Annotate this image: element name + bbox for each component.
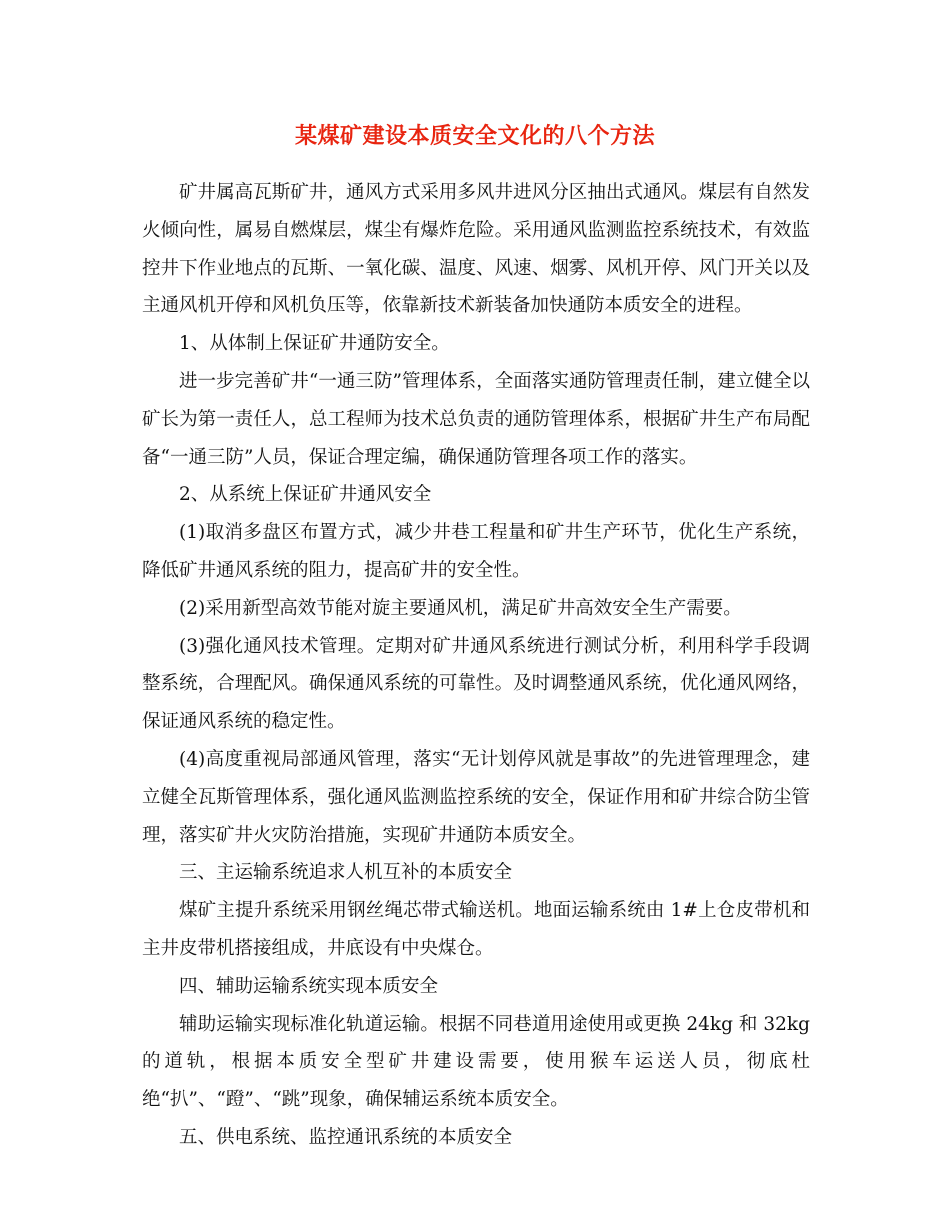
section-heading-1: 1、从体制上保证矿井通防安全。 xyxy=(179,333,450,355)
paragraph-system: 进一步完善矿井“一通三防”管理体系，全面落实通防管理责任制，建立健全以矿长为第一责任人，总工程师为技术总负责的通防管理体系，根据矿井生产布局配备“一通三防”人员，保证合理定编，确保通防管理各项工作的落实。 xyxy=(142,370,810,468)
section-heading-3: 三、主运输系统追求人机互补的本质安全 xyxy=(179,862,513,884)
list-item-3: (3)强化通风技术管理。定期对矿井通风系统进行测试分析，利用科学手段调整系统，合理配风。确保通风系统的可靠性。及时调整通风系统，优化通风网络，保证通风系统的稳定性。 xyxy=(142,635,810,733)
list-item-2: (2)采用新型高效节能对旋主要通风机，满足矿井高效安全生产需要。 xyxy=(179,597,742,619)
section-heading-5: 五、供电系统、监控通讯系统的本质安全 xyxy=(179,1126,513,1148)
document-body xyxy=(142,174,810,1157)
paragraph-auxiliary: 辅助运输实现标准化轨道运输。根据不同巷道用途使用或更换 24kg 和 32kg 的道轨，根据本质安全型矿井建设需要，使用猴车运送人员，彻底杜绝“扒”、“蹬”、“跳”现象，确保辅运系统本质安全。 xyxy=(142,1013,810,1111)
section-heading-2: 2、从系统上保证矿井通风安全 xyxy=(179,484,432,506)
paragraph-transport: 煤矿主提升系统采用钢丝绳芯带式输送机。地面运输系统由 1#上仓皮带机和主井皮带机搭接组成，井底设有中央煤仓。 xyxy=(142,900,810,959)
list-item-4: (4)高度重视局部通风管理，落实“无计划停风就是事故”的先进管理理念，建立健全瓦斯管理体系，强化通风监测监控系统的安全，保证作用和矿井综合防尘管理，落实矿井火灾防治措施，实现矿井通防本质安全。 xyxy=(142,748,810,846)
document-title: 某煤矿建设本质安全文化的八个方法 xyxy=(294,123,655,149)
list-item-1: (1)取消多盘区布置方式，减少井巷工程量和矿井生产环节，优化生产系统，降低矿井通风系统的阻力，提高矿井的安全性。 xyxy=(142,522,810,581)
section-heading-4: 四、辅助运输系统实现本质安全 xyxy=(179,975,439,997)
paragraph-intro: 矿井属高瓦斯矿井，通风方式采用多风井进风分区抽出式通风。煤层有自然发火倾向性，属易自燃煤层，煤尘有爆炸危险。采用通风监测监控系统技术，有效监控井下作业地点的瓦斯、一氧化碳、温度、风速、烟雾、风机开停、风门开关以及主通风机开停和风机负压等，依靠新技术新装备加快通防本质安全的进程。 xyxy=(142,182,810,317)
